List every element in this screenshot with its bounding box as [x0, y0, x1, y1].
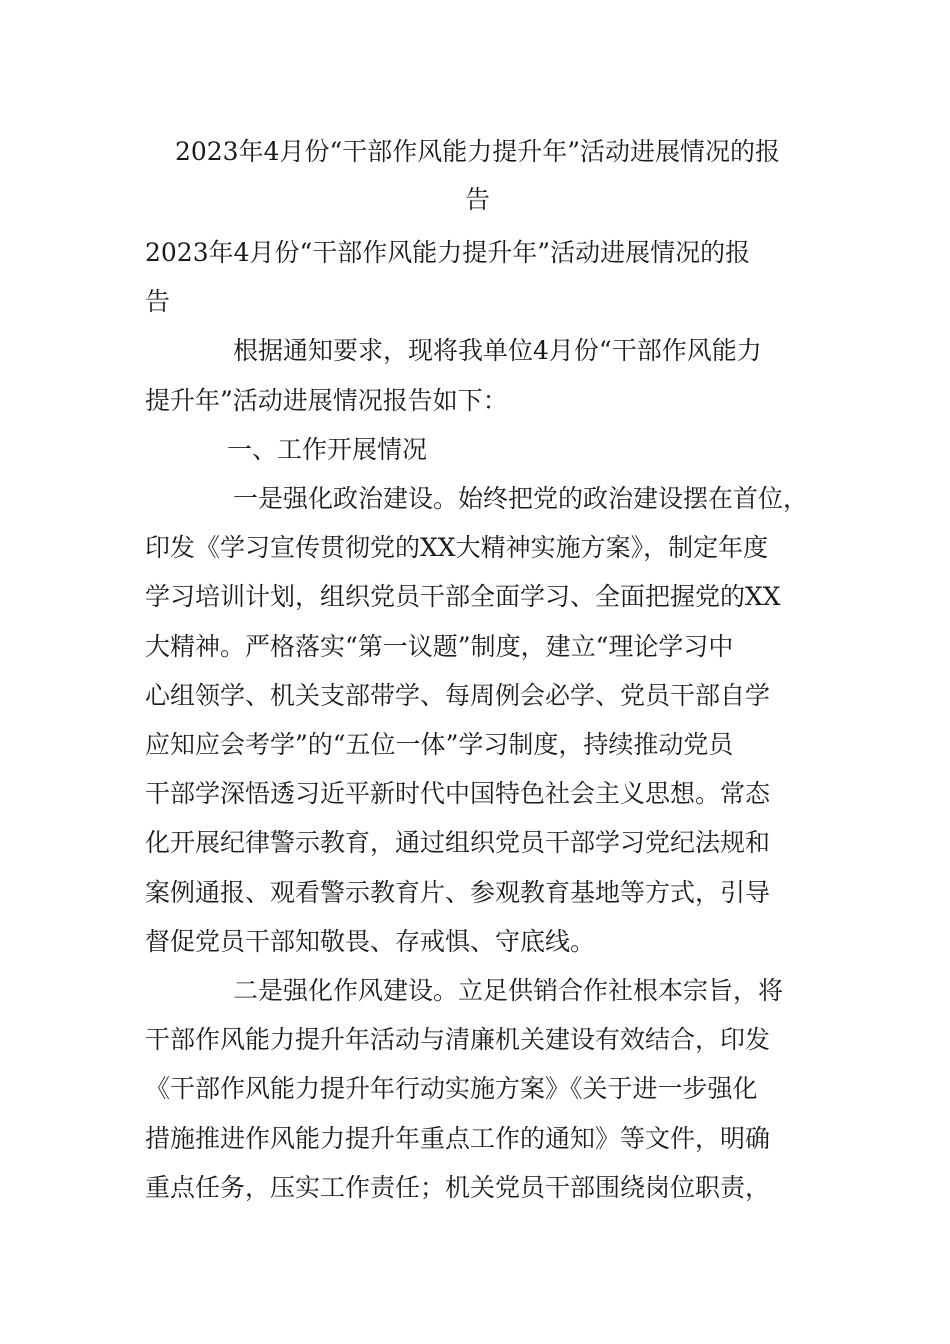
paragraph-line: 一是强化政治建设。始终把党的政治建设摆在首位，: [233, 484, 809, 514]
paragraph-political-building: [145, 474, 817, 966]
subtitle-line: 告: [145, 287, 171, 317]
paragraph-line: 二是强化作风建设。立足供销合作社根本宗旨，将: [233, 976, 784, 1006]
document-title: [145, 128, 810, 224]
section-heading: [145, 425, 817, 474]
paragraph-line: 案例通报、观看警示教育片、参观教育基地等方式，引导: [145, 877, 771, 907]
paragraph-line: 大精神。严格落实“第一议题”制度，建立“理论学习中: [145, 631, 734, 661]
document-subtitle: [145, 228, 817, 326]
paragraph-line: 根据通知要求，现将我单位4月份“干部作风能力: [233, 336, 762, 366]
paragraph-line: 印发《学习宣传贯彻党的XX大精神实施方案》，制定年度: [145, 533, 769, 563]
paragraph-line: 干部学深悟透习近平新时代中国特色社会主义思想。常态: [145, 779, 771, 809]
paragraph-line: 化开展纪律警示教育，通过组织党员干部学习党纪法规和: [145, 828, 771, 858]
paragraph-line: 重点任务，压实工作责任；机关党员干部围绕岗位职责，: [145, 1172, 771, 1202]
title-line: 告: [464, 185, 490, 214]
subtitle-line: 2023年4月份“干部作风能力提升年”活动进展情况的报: [145, 238, 751, 267]
paragraph-line: 学习培训计划，组织党员干部全面学习、全面把握党的XX: [145, 582, 781, 612]
paragraph-line: 应知应会考学”的“五位一体”学习制度，持续推动党员: [145, 730, 734, 760]
paragraph-line: 《干部作风能力提升年行动实施方案》《关于进一步强化: [145, 1074, 758, 1104]
heading-line: 一、工作开展情况: [227, 434, 428, 464]
paragraph-line: 措施推进作风能力提升年重点工作的通知》等文件，明确: [145, 1123, 771, 1153]
document-body: [145, 228, 817, 1212]
paragraph-line: 提升年”活动进展情况报告如下：: [145, 385, 508, 415]
intro-paragraph: [145, 326, 817, 424]
paragraph-style-building: [145, 966, 817, 1212]
paragraph-line: 督促党员干部知敬畏、存戒惧、守底线。: [145, 926, 596, 956]
title-line: 2023年4月份“干部作风能力提升年”活动进展情况的报: [174, 137, 781, 166]
paragraph-line: 干部作风能力提升年活动与清廉机关建设有效结合，印发: [145, 1025, 771, 1055]
paragraph-line: 心组领学、机关支部带学、每周例会必学、党员干部自学: [145, 680, 771, 710]
